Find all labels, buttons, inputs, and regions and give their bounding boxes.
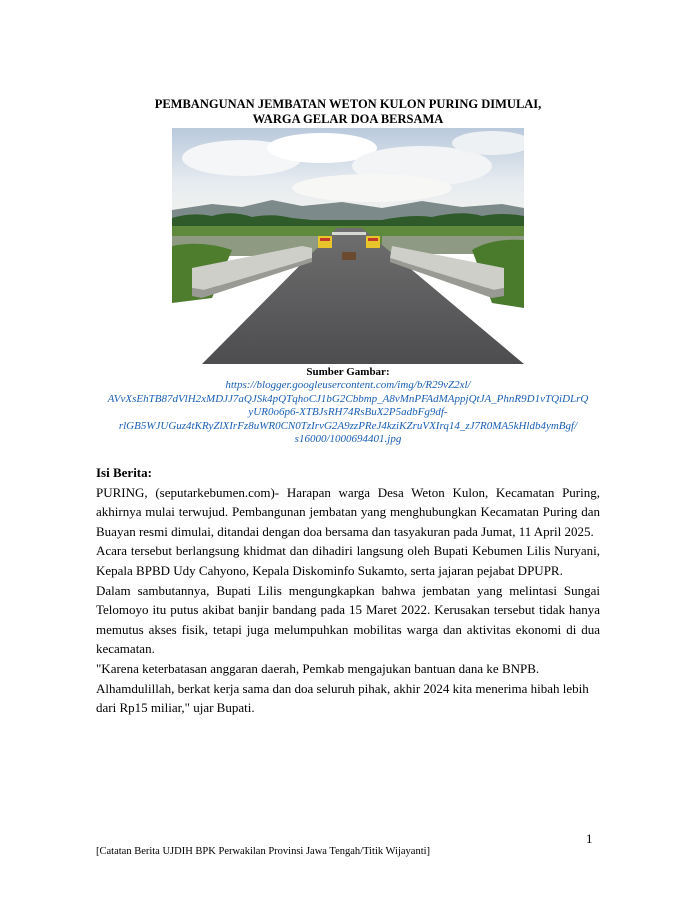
caption-url-line[interactable]: AVvXsEhTB87dVlH2xMDJJ7aQJSk4pQTqhoCJ1bG2Cbbmp_A8vMnPFAdMAppjQtJA_PhnR9D1vTQiDLrQ xyxy=(107,392,589,405)
image-caption xyxy=(100,366,596,446)
article-paragraph: Acara tersebut berlangsung khidmat dan dihadiri langsung oleh Bupati Kebumen Lilis Nuryani, Kepala BPBD Udy Cahyono, Kepala Diskominfo Sukamto, serta jajaran pejabat DPUPR. xyxy=(96,543,600,578)
article-body xyxy=(96,463,600,718)
article-paragraph: Dalam sambutannya, Bupati Lilis mengungkapkan bahwa jembatan yang melintasi Sungai Telomoyo itu putus akibat banjir bandang pada 15 Maret 2022. Kerusakan tersebut tidak hanya memutus akses fisik, tetapi juga melumpuhkan mobilitas warga dan aktivitas ekonomi di dua kecamatan. xyxy=(96,582,600,657)
caption-url-line[interactable]: rlGB5WJUGuz4tKRyZlXIrFz8uWR0CN0TzIrvG2A9zzPReJ4kziKZruVXIrq14_zJ7R0MA5kHldb4ymBgf/ xyxy=(118,419,578,432)
article-paragraph: "Karena keterbatasan anggaran daerah, Pemkab mengajukan bantuan dana ke BNPB. Alhamdulillah, berkat kerja sama dan doa seluruh pihak, akhir 2024 kita menerima hibah lebih dari Rp15 miliar," ujar Bupati. xyxy=(96,660,589,716)
bridge-photo-icon xyxy=(172,128,524,364)
document-title xyxy=(90,97,606,127)
title-line-2: WARGA GELAR DOA BERSAMA xyxy=(252,112,444,126)
bridge-photo xyxy=(172,128,524,364)
title-line-1: PEMBANGUNAN JEMBATAN WETON KULON PURING DIMULAI, xyxy=(154,97,542,111)
caption-url-line[interactable]: https://blogger.googleusercontent.com/img/b/R29vZ2xl/ xyxy=(225,379,471,392)
caption-url-line[interactable]: s16000/1000694401.jpg xyxy=(294,433,402,446)
caption-url-line[interactable]: yUR0o6p6-XTBJsRH74RsBuX2P5adbFg9df- xyxy=(248,406,448,419)
article-paragraph: PURING, (seputarkebumen.com)- Harapan warga Desa Weton Kulon, Kecamatan Puring, akhirnya mulai terwujud. Pembangunan jembatan yang menghubungkan Kecamatan Puring dan Buayan resmi dimulai, ditandai dengan doa bersama dan tasyakuran pada Jumat, 11 April 2025. xyxy=(96,484,600,539)
article-heading: Isi Berita: xyxy=(96,465,152,480)
page-number: 1 xyxy=(586,831,593,846)
caption-label: Sumber Gambar: xyxy=(306,366,390,378)
page-footer: [Catatan Berita UJDIH BPK Perwakilan Provinsi Jawa Tengah/Titik Wijayanti] xyxy=(96,846,431,857)
